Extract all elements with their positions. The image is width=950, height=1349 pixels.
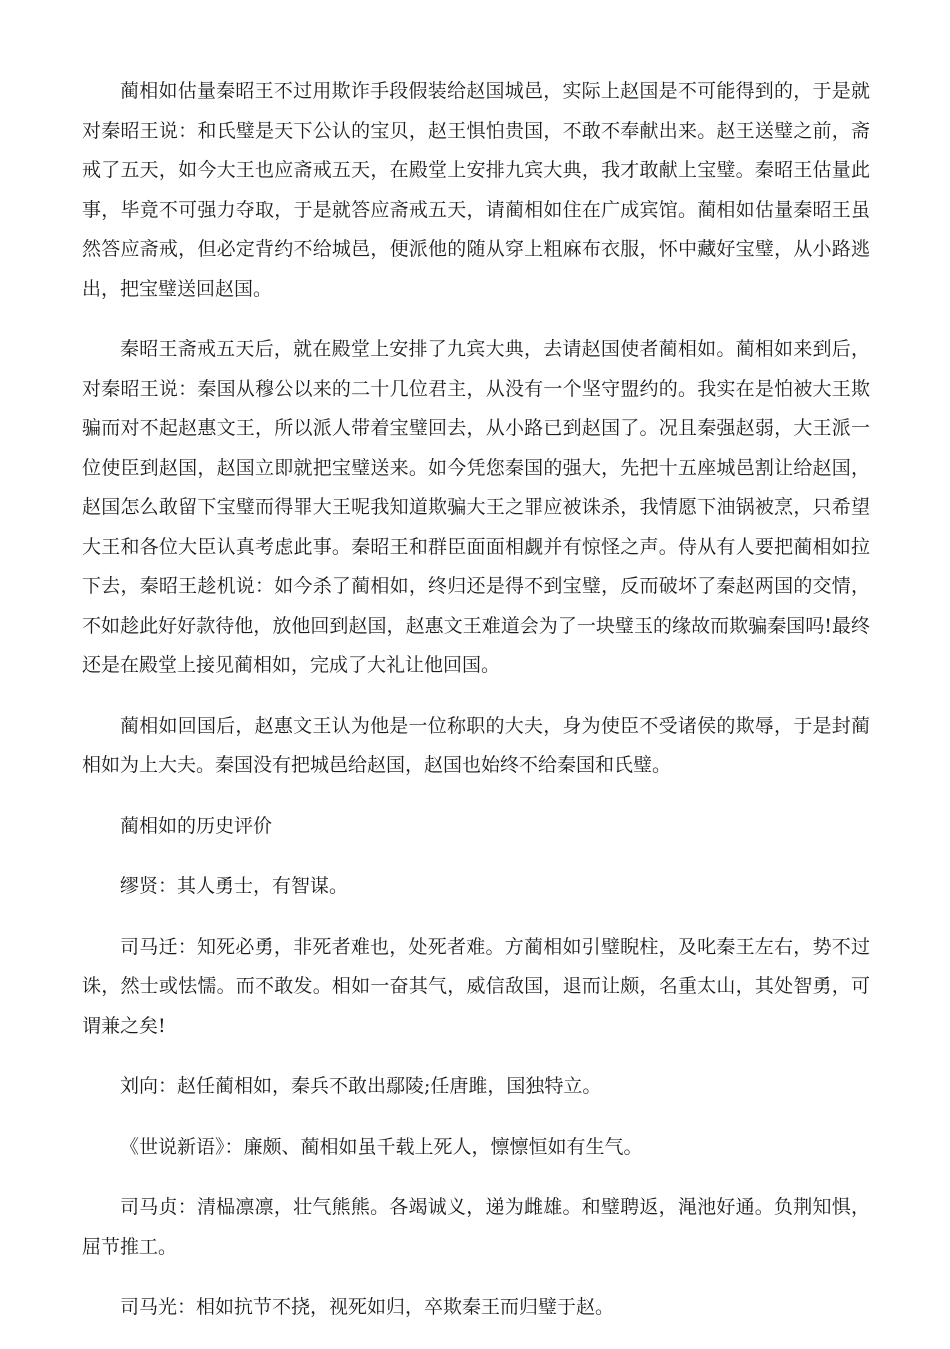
document-body: [82, 72, 870, 1349]
paragraph-sima-zhen: 司马贞：清榀凛凛，壮气熊熊。各竭诚义，递为雌雄。和璧聘返，渑池好通。负荆知惧，屈节推工。: [82, 1196, 870, 1258]
section-heading: 蔺相如的历史评价: [120, 814, 273, 837]
paragraph-2: 秦昭王斋戒五天后，就在殿堂上安排了九宾大典，去请赵国使者蔺相如。蔺相如来到后，对秦昭王说：秦国从穆公以来的二十几位君主，从没有一个坚守盟约的。我实在是怕被大王欺骗而对不起赵惠文王，所以派人带着宝璧回去，从小路已到赵国了。况且秦强赵弱，大王派一位使臣到赵国，赵国立即就把宝璧送来。如今凭您秦国的强大，先把十五座城邑割让给赵国，赵国怎么敢留下宝璧而得罪大王呢我知道欺骗大王之罪应被诛杀，我情愿下油锅被烹，只希望大王和各位大臣认真考虑此事。秦昭王和群臣面面相觑并有惊怪之声。侍从有人要把蔺相如拉下去，秦昭王趁机说：如今杀了蔺相如，终归还是得不到宝璧，反而破坏了秦赵两国的交情，不如趁此好好款待他，放他回到赵国，赵惠文王难道会为了一块璧玉的缘故而欺骗秦国吗!最终还是在殿堂上接见蔺相如，完成了大礼让他回国。: [82, 338, 870, 676]
paragraph-liu-xiang: 刘向：赵任蔺相如，秦兵不敢出鄢陵;任唐雎，国独特立。: [120, 1075, 602, 1097]
paragraph-miao-xian: 缪贤：其人勇士，有智谋。: [120, 875, 349, 897]
paragraph-shishuo-xinyu: 《世说新语》：廉颇、蔺相如虽千载上死人，懔懔恒如有生气。: [120, 1135, 643, 1158]
paragraph-1: 蔺相如估量秦昭王不过用欺诈手段假装给赵国城邑，实际上赵国是不可能得到的，于是就对秦昭王说：和氏璧是天下公认的宝贝，赵王惧怕贵国，不敢不奉献出来。赵王送璧之前，斋戒了五天，如今大王也应斋戒五天，在殿堂上安排九宾大典，我才敢献上宝璧。秦昭王估量此事，毕竟不可强力夺取，于是就答应斋戒五天，请蔺相如住在广成宾馆。蔺相如估量秦昭王虽然答应斋戒，但必定背约不给城邑，便派他的随从穿上粗麻布衣服，怀中藏好宝璧，从小路逃出，把宝璧送回赵国。: [82, 80, 870, 300]
paragraph-3: 蔺相如回国后，赵惠文王认为他是一位称职的大夫，身为使臣不受诸侯的欺辱，于是封蔺相如为上大夫。秦国没有把城邑给赵国，赵国也始终不给秦国和氏璧。: [82, 714, 870, 776]
paragraph-sima-guang: 司马光：相如抗节不挠，视死如归，卒欺秦王而归璧于赵。: [120, 1296, 615, 1318]
paragraph-sima-qian: 司马迁：知死必勇，非死者难也，处死者难。方蔺相如引璧睨柱，及叱秦王左右，势不过诛，然士或怯懦。而不敢发。相如一奋其气，威信敌国，退而让颇，名重太山，其处智勇，可谓兼之矣!: [82, 935, 870, 1037]
